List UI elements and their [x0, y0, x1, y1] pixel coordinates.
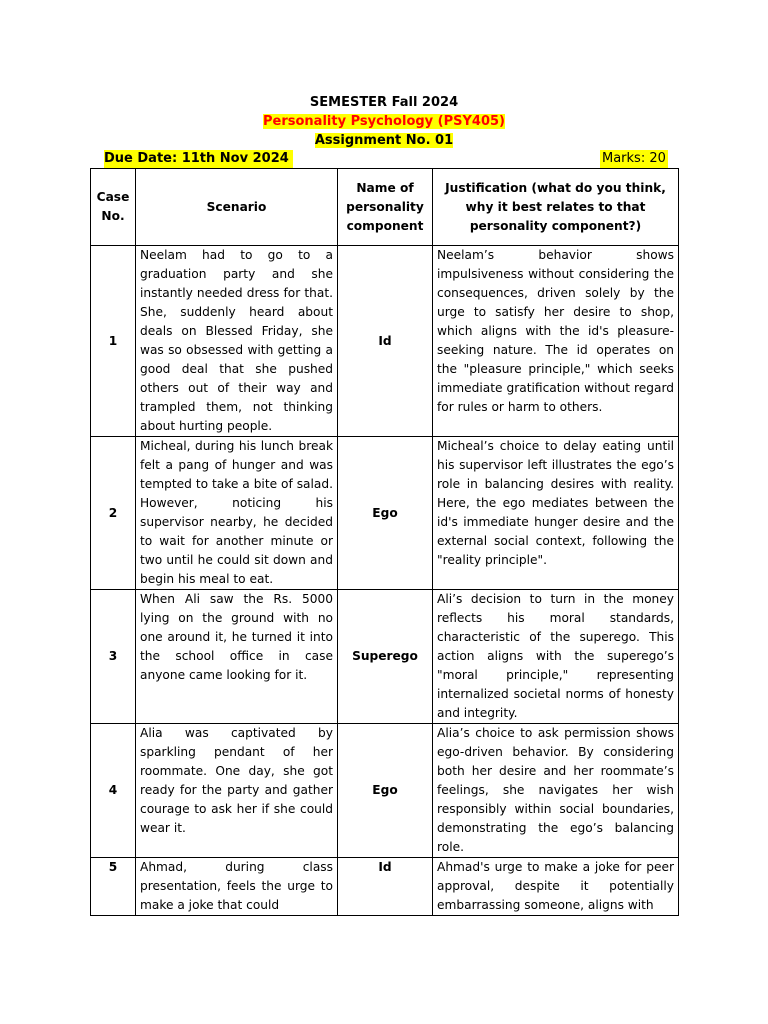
header-case: Case No. [91, 169, 136, 246]
justification-cell: Micheal’s choice to delay eating until his supervisor left illustrates the ego’s role in balancing desires with reality. Here, the ego mediates between the id's immediate hunger desire and the external social context, following the "reality principle". [433, 437, 679, 590]
table-row [91, 724, 679, 858]
cases-table [90, 168, 679, 916]
case-number: 3 [91, 590, 136, 724]
justification-cell: Ahmad's urge to make a joke for peer approval, despite it potentially embarrassing someone, aligns with [433, 858, 679, 916]
component-cell: Id [338, 246, 433, 437]
scenario-cell: Alia was captivated by sparkling pendant of her roommate. One day, she got ready for the party and gather courage to ask her if she could wear it. [136, 724, 338, 858]
table-header-row [91, 169, 679, 246]
component-cell: Ego [338, 437, 433, 590]
case-number: 4 [91, 724, 136, 858]
scenario-cell: Neelam had to go to a graduation party and she instantly needed dress for that. She, suddenly heard about deals on Blessed Friday, she was so obsessed with getting a good deal that she pushed others out of their way and trampled them, not thinking about hurting people. [136, 246, 338, 437]
assignment-number: Assignment No. 01 [314, 133, 454, 148]
header-justification: Justification (what do you think, why it best relates to that personality component?) [433, 169, 679, 246]
course-title [0, 112, 768, 131]
table-row [91, 858, 679, 916]
table-row [91, 437, 679, 590]
header-scenario: Scenario [136, 169, 338, 246]
case-number: 1 [91, 246, 136, 437]
scenario-cell: Micheal, during his lunch break felt a pang of hunger and was tempted to take a bite of salad. However, noticing his supervisor nearby, he decided to wait for another minute or two until he could sit down and begin his meal to eat. [136, 437, 338, 590]
table-row [91, 246, 679, 437]
course-name: Personality Psychology (PSY405) [263, 114, 505, 129]
case-number: 5 [91, 858, 136, 916]
component-cell: Superego [338, 590, 433, 724]
header-component: Name of personality component [338, 169, 433, 246]
semester-title: SEMESTER Fall 2024 [309, 95, 459, 110]
due-date: Due Date: 11th Nov 2024 [104, 150, 293, 168]
scenario-cell: When Ali saw the Rs. 5000 lying on the ground with no one around it, he turned it into the school office in case anyone came looking for it. [136, 590, 338, 724]
case-number: 2 [91, 437, 136, 590]
justification-cell: Ali’s decision to turn in the money reflects his moral standards, characteristic of the superego. This action aligns with the superego’s "moral principle," representing internalized societal norms of honesty and integrity. [433, 590, 679, 724]
justification-cell: Alia’s choice to ask permission shows ego-driven behavior. By considering both her desire and her roommate’s feelings, she navigates her wish responsibly within social boundaries, demonstrating the ego’s balancing role. [433, 724, 679, 858]
component-cell: Id [338, 858, 433, 916]
marks: Marks: 20 [602, 151, 666, 166]
component-cell: Ego [338, 724, 433, 858]
justification-cell: Neelam’s behavior shows impulsiveness without considering the consequences, driven solely by the urge to satisfy her desire to shop, which aligns with the id's pleasure-seeking nature. The id operates on the "pleasure principle," which seeks immediate gratification without regard for rules or harm to others. [433, 246, 679, 437]
table-row [91, 590, 679, 724]
assignment-title [0, 131, 768, 150]
scenario-cell: Ahmad, during class presentation, feels the urge to make a joke that could [136, 858, 338, 916]
